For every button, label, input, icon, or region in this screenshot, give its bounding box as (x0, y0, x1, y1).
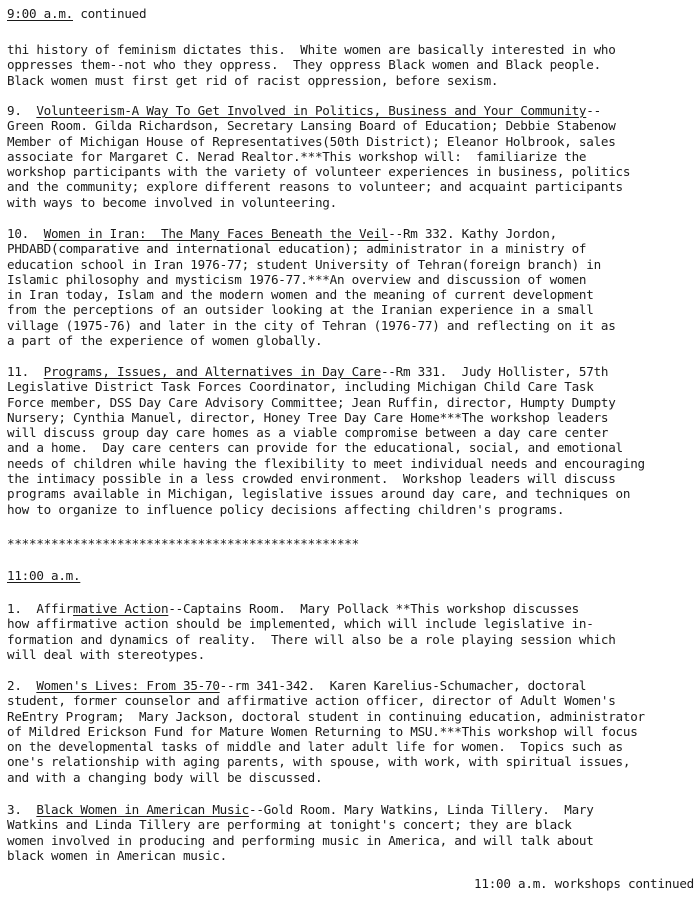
item-11-body: --Rm 331. Judy Hollister, 57th Legislative District Task Forces Coordinator, including Michigan Child Care Task Force member, DSS Day Care Advisory Committee; Jean Ruffin, director, Humpty Dumpty Nursery; Cynthia Manuel, director, Honey Tree Day Care Home***The workshop leaders will discuss group day care homes as a viable compromise between a day care center and a home. Day care centers can provide for the educational, social, and emotional needs of children while having the flexibility to meet individual needs and encouraging the intimacy possible in a less crowded environment. Workshop leaders will discuss programs available in Michigan, legislative issues around day care, and techniques on how to organize to influence policy decisions affecting children's programs. (7, 364, 645, 517)
item-1 (7, 601, 697, 662)
header-time: 9:00 a.m. (7, 6, 73, 21)
item-2-number: 2. (7, 678, 37, 693)
item-11 (7, 364, 697, 517)
asterisk-divider: ************************************************ (7, 536, 359, 551)
item-11-number: 11. (7, 364, 44, 379)
item-2-title: Women's Lives: From 35-70 (36, 678, 220, 693)
item-2 (7, 678, 697, 785)
item-9-title: Volunteerism-A Way To Get Involved in Politics, Business and Your Community (36, 103, 587, 118)
item-11-title: Programs, Issues, and Alternatives in Day Care (43, 364, 381, 379)
item-1-number: 1. Affir (7, 601, 73, 616)
item-1-title: mative Action (73, 601, 169, 616)
page-footer: 11:00 a.m. workshops continued (474, 876, 694, 891)
item-10-number: 10. (7, 226, 44, 241)
section-heading-11am: 11:00 a.m. (7, 568, 81, 583)
item-2-body: --rm 341-342. Karen Karelius-Schumacher, doctoral student, former counselor and affirmative action officer, director of Adult Women's ReEntry Program; Mary Jackson, doctoral student in continuing education, administrator of Mildred Erickson Fund for Mature Women Returning to MSU.***This workshop will focus on the developmental tasks of middle and later adult life for women. Topics such as one's relationship with aging parents, with spouse, with work, with spiritual issues, and with a changing body will be discussed. (7, 678, 645, 785)
item-10-body: --Rm 332. Kathy Jordon, PHDABD(comparative and international education); administrator in a ministry of education school in Iran 1976-77; student University of Tehran(foreign branch) in Islamic philosophy and mysticism 1976-77.***An overview and discussion of women in Iran today, Islam and the modern women and the meaning of current development from the perceptions of an outsider looking at the Iranian experience in a small village (1975-76) and later in the city of Tehran (1976-77) and reflecting on it as a part of the experience of women globally. (7, 226, 616, 349)
item-1-body: --Captains Room. Mary Pollack **This workshop discusses how affirmative action should be implemented, which will include legislative in- formation and dynamics of reality. There will also be a role playing session which will deal with stereotypes. (7, 601, 616, 662)
item-9-body: -- Green Room. Gilda Richardson, Secretary Lansing Board of Education; Debbie Stabenow Member of Michigan House of Representatives(50th District); Eleanor Holbrook, sales associate for Margaret C. Nerad Realtor.***This workshop will: familiarize the workshop participants with the variety of volunteer experiences in business, politics and the community; explore different reasons to volunteer; and acquaint participants with ways to become involved in volunteering. (7, 103, 631, 210)
item-3-body: --Gold Room. Mary Watkins, Linda Tillery. Mary Watkins and Linda Tillery are performing at tonight's concert; they are black women involved in producing and performing music in America, and will talk about black women in American music. (7, 802, 594, 863)
item-3-number: 3. (7, 802, 37, 817)
item-10 (7, 226, 697, 348)
item-9 (7, 103, 697, 210)
item-9-number: 9. (7, 103, 37, 118)
intro-paragraph: thi history of feminism dictates this. White women are basically interested in who oppresses them--not who they oppress. They oppress Black women and Black people. Black women must first get rid of racist oppression, before sexism. (7, 42, 616, 88)
header-suffix: continued (73, 6, 147, 21)
item-3-title: Black Women in American Music (36, 802, 249, 817)
item-10-title: Women in Iran: The Many Faces Beneath the Veil (43, 226, 389, 241)
item-3 (7, 802, 697, 863)
page-header (7, 6, 697, 21)
